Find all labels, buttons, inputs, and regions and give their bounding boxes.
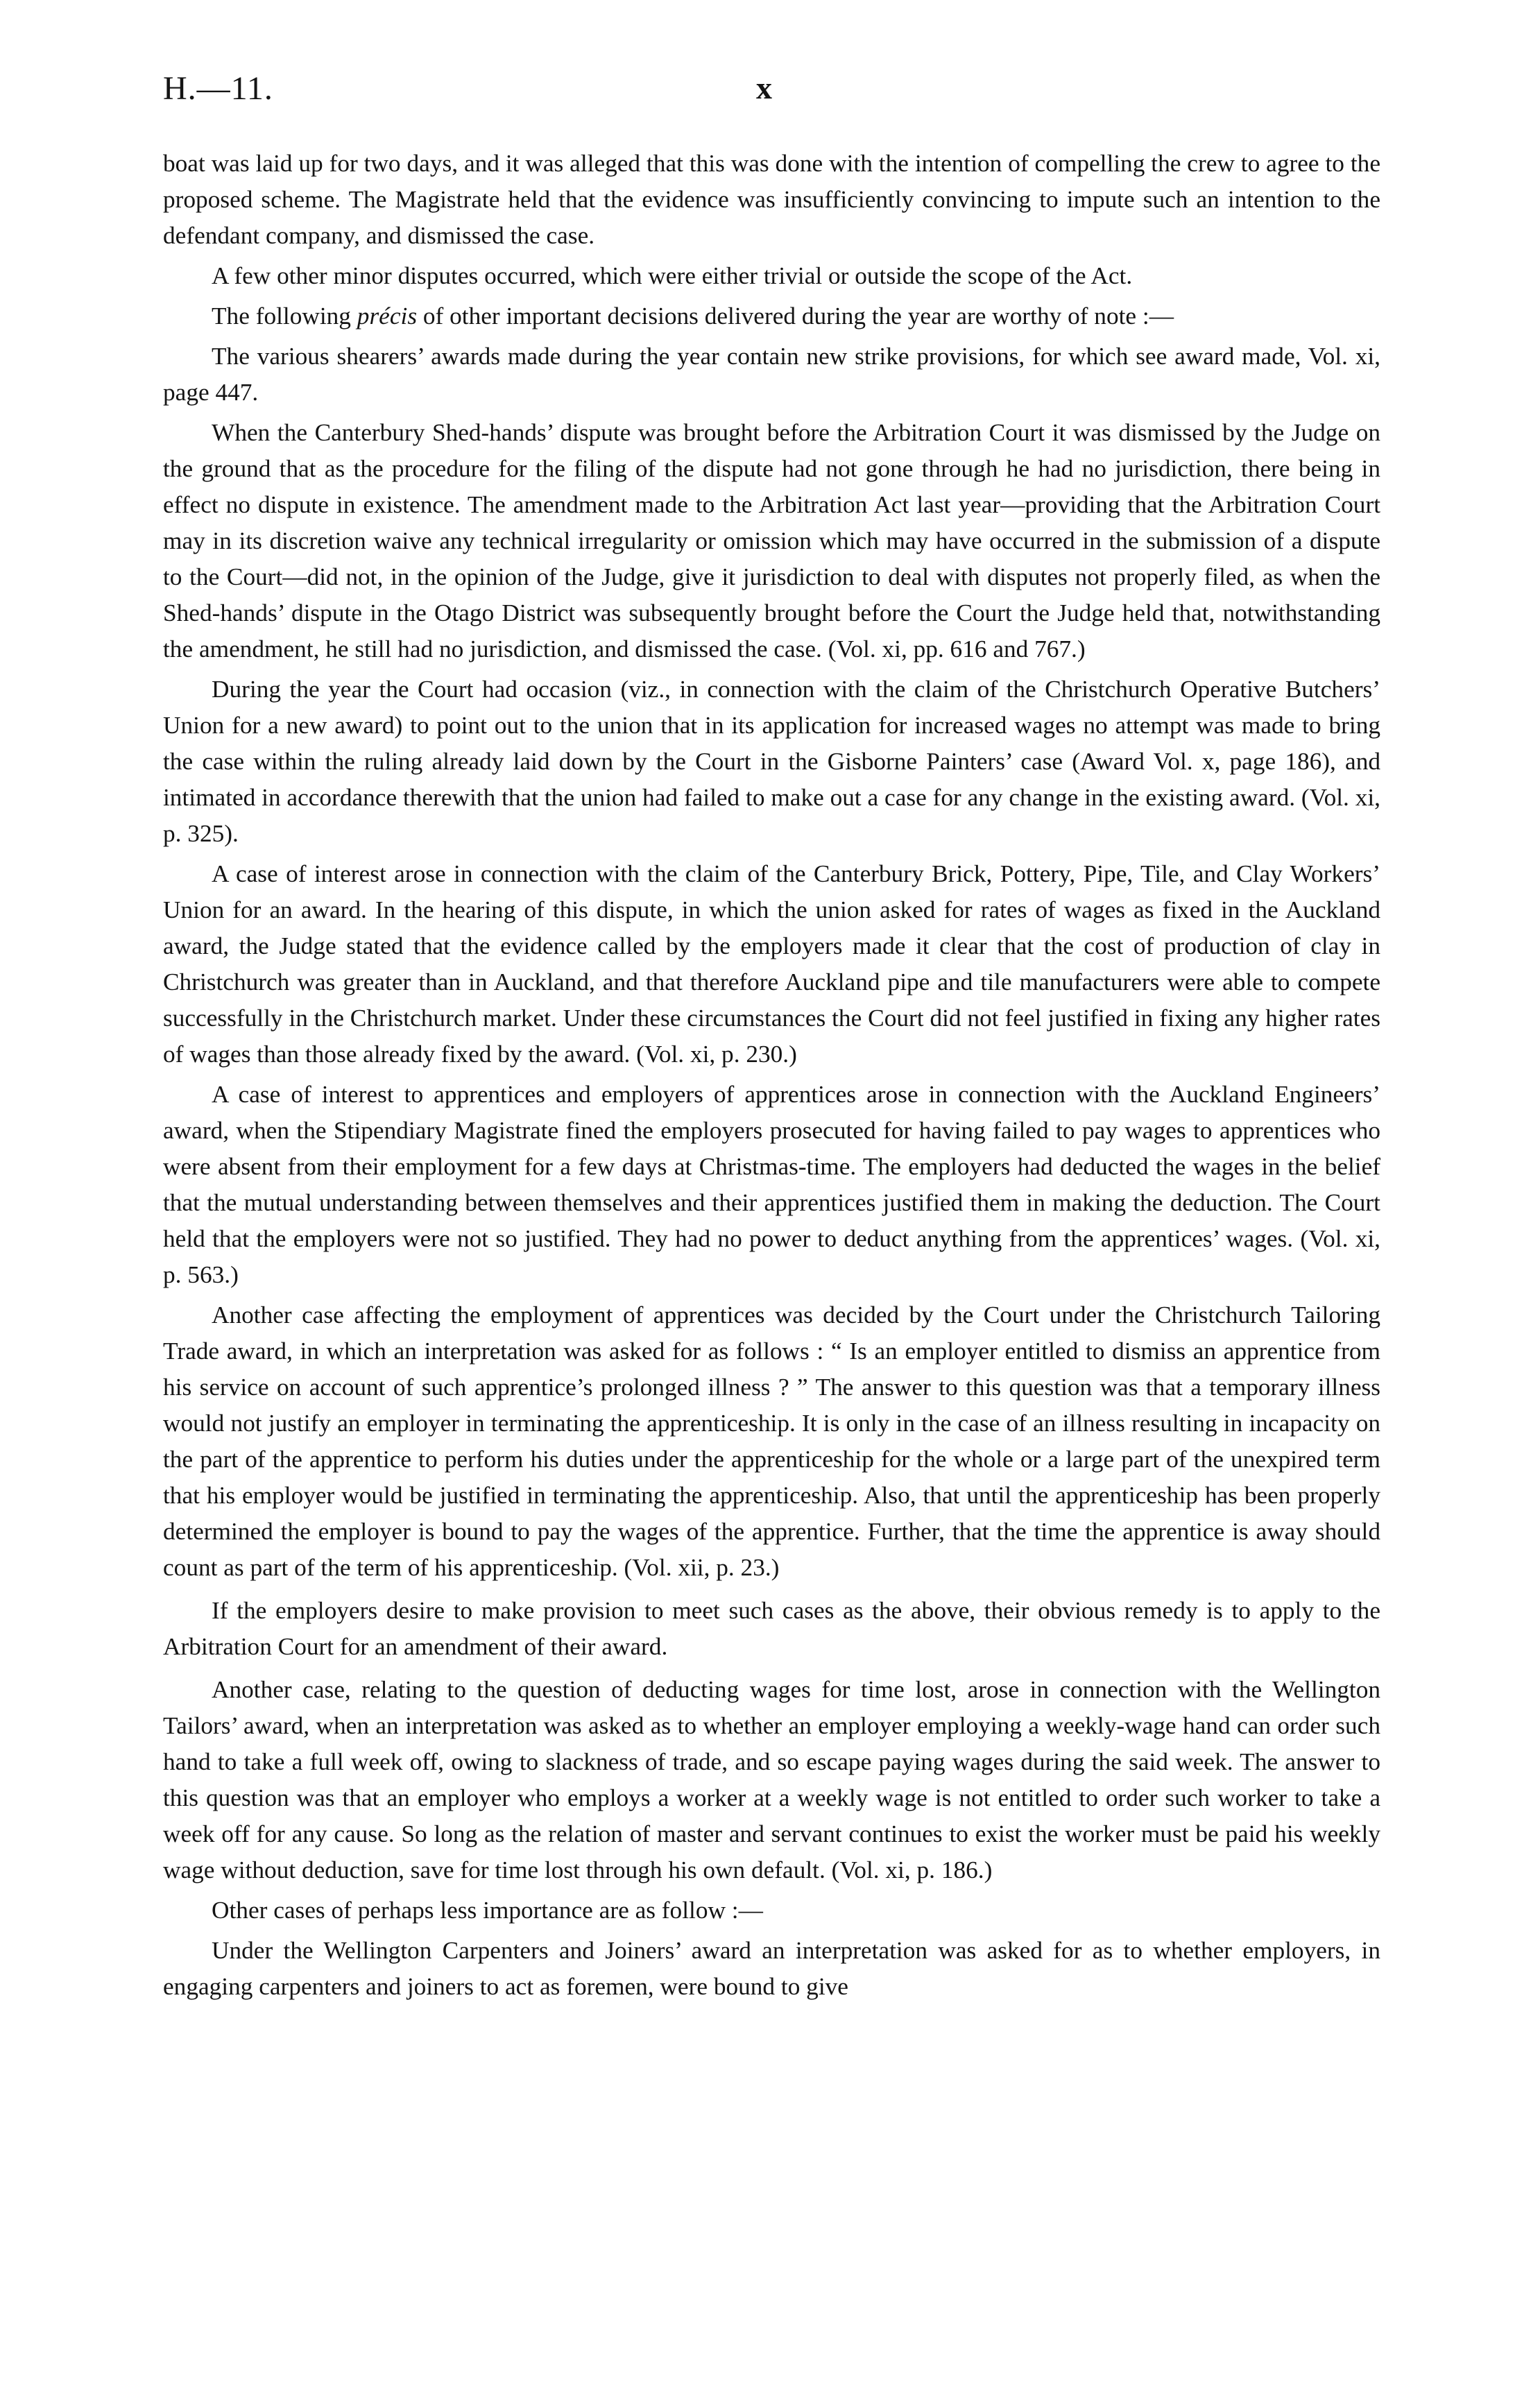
paragraph (163, 1933, 1380, 2005)
paragraph-text: A case of interest to apprentices and employers of apprentices arose in connection with the Auckland Engineers’ award, when the Stipendiary Magistrate fined the employers prosecuted for having failed to pay wages to apprentices who were absent from their employment for a few days at Christmas-time. The employers had deducted the wages in the belief that the mutual understanding between themselves and their apprentices justified them in making the deduction. The Court held that the employers were not so justified. They had no power to deduct anything from the apprentices’ wages. (Vol. xi, p. 563.) (163, 1081, 1380, 1288)
paragraph-text: boat was laid up for two days, and it was alleged that this was done with the intention of compelling the crew to agree to the proposed scheme. The Magistrate held that the evidence was insufficiently convincing to impute such an intention to the defendant company, and dismissed the case. (163, 150, 1380, 249)
paragraph (163, 1077, 1380, 1293)
paragraph (163, 1593, 1380, 1665)
document-id: H.—11. (163, 70, 273, 107)
paragraph-text: A few other minor disputes occurred, which were either trivial or outside the scope of the Act. (212, 262, 1133, 289)
paragraph-text: The following (212, 302, 357, 330)
paragraph (163, 146, 1380, 254)
paragraph-text: When the Canterbury Shed-hands’ dispute was brought before the Arbitration Court it was dismissed by the Judge on the ground that as the procedure for the filing of the dispute had not gone through he had no jurisdiction, there being in effect no dispute in existence. The amendment made to the Arbitration Act last year—providing that the Arbitration Court may in its discretion waive any technical irregularity or omission which may have occurred in the submission of a dispute to the Court—did not, in the opinion of the Judge, give it jurisdiction to deal with disputes not properly filed, as when the Shed-hands’ dispute in the Otago District was subsequently brought before the Court the Judge held that, notwithstanding the amendment, he still had no jurisdiction, and dismissed the case. (Vol. xi, pp. 616 and 767.) (163, 419, 1380, 663)
page-number: x (756, 70, 772, 105)
paragraph-text: If the employers desire to make provision to meet such cases as the above, their obvious remedy is to apply to the Arbitration Court for an amendment of their award. (163, 1597, 1380, 1660)
paragraph (163, 258, 1380, 294)
paragraph-text: of other important decisions delivered during the year are worthy of note :— (417, 302, 1174, 330)
paragraph (163, 1672, 1380, 1888)
paragraph-text: The various shearers’ awards made during the year contain new strike provisions, for which see award made, Vol. xi, page 447. (163, 343, 1380, 406)
paragraph (163, 672, 1380, 852)
body-text (163, 146, 1380, 2009)
paragraph-text: A case of interest arose in connection with the claim of the Canterbury Brick, Pottery, Pipe, Tile, and Clay Workers’ Union for an award. In the hearing of this dispute, in which the union asked for rates of wages as fixed in the Auckland award, the Judge stated that the evidence called by the employers made it clear that the cost of production of clay in Christchurch was greater than in Auckland, and that therefore Auckland pipe and tile manufacturers were able to compete successfully in the Christchurch market. Under these circumstances the Court did not feel justified in fixing any higher rates of wages than those already fixed by the award. (Vol. xi, p. 230.) (163, 860, 1380, 1068)
paragraph (163, 1892, 1380, 1929)
paragraph-text: Under the Wellington Carpenters and Joiners’ award an interpretation was asked for as to whether employers, in engaging carpenters and joiners to act as foremen, were bound to give (163, 1937, 1380, 2000)
paragraph (163, 298, 1380, 334)
paragraph-text: Another case, relating to the question of deducting wages for time lost, arose in connection with the Wellington Tailors’ award, when an interpretation was asked as to whether an employer employing a weekly-wage hand can order such hand to take a full week off, owing to slackness of trade, and so escape paying wages during the said week. The answer to this question was that an employer who employs a worker at a weekly wage is not entitled to order such worker to take a week off for any cause. So long as the relation of master and servant continues to exist the worker must be paid his weekly wage without deduction, save for time lost through his own default. (Vol. xi, p. 186.) (163, 1676, 1380, 1883)
paragraph-text: During the year the Court had occasion (viz., in connection with the claim of the Christchurch Operative Butchers’ Union for a new award) to point out to the union that in its application for increased wages no attempt was made to bring the case within the ruling already laid down by the Court in the Gisborne Painters’ case (Award Vol. x, page 186), and intimated in accordance therewith that the union had failed to make out a case for any change in the existing award. (Vol. xi, p. 325). (163, 676, 1380, 847)
paragraph-text: Other cases of perhaps less importance are as follow :— (212, 1897, 763, 1924)
italic-term: précis (357, 302, 418, 330)
paragraph (163, 415, 1380, 667)
page-header (163, 69, 1377, 118)
paragraph-text: Another case affecting the employment of apprentices was decided by the Court under the Christchurch Tailoring Trade award, in which an interpretation was asked for as follows : “ Is an employer entitled to dismiss an apprentice from his service on account of such apprentice’s prolonged illness ? ” The answer to this question was that a temporary illness would not justify an employer in terminating the apprenticeship. It is only in the case of an illness resulting in incapacity on the part of the apprentice to perform his duties under the apprenticeship for the whole or a large part of the unexpired term that his employer would be justified in terminating the apprenticeship. Also, that until the apprenticeship has been properly determined the employer is bound to pay the wages of the apprentice. Further, that the time the apprentice is away should count as part of the term of his apprenticeship. (Vol. xii, p. 23.) (163, 1301, 1380, 1581)
paragraph (163, 856, 1380, 1073)
paragraph (163, 339, 1380, 411)
paragraph (163, 1297, 1380, 1586)
